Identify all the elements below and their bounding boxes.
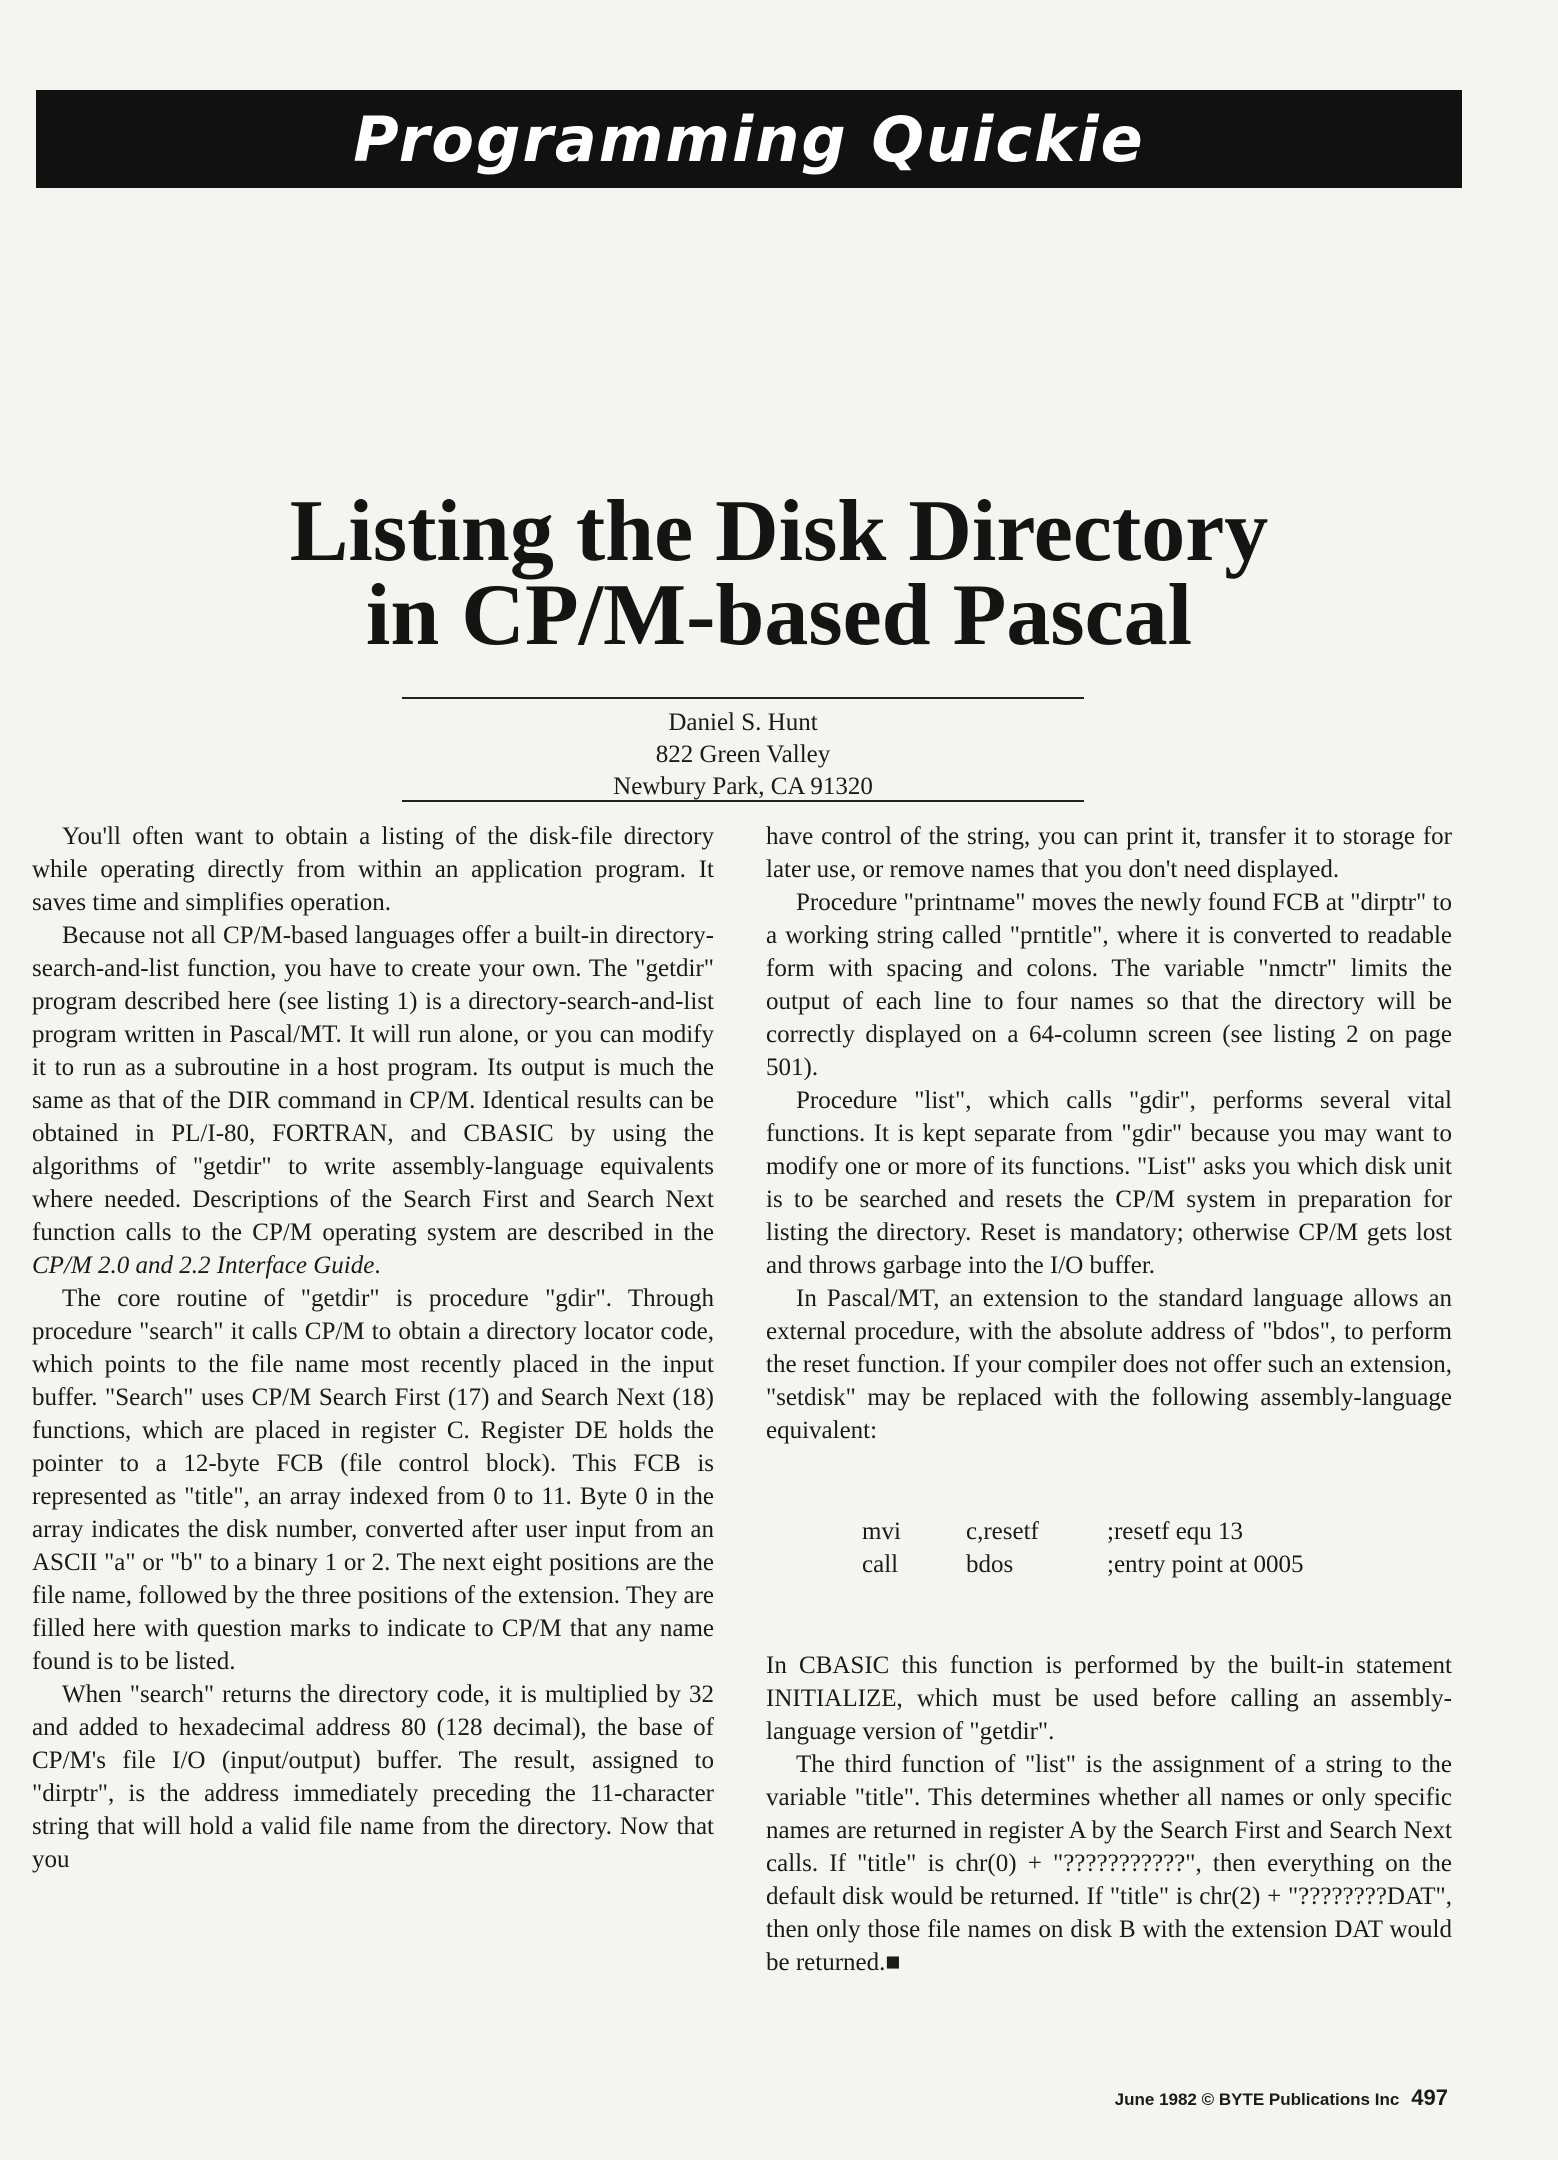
paragraph: The core routine of "getdir" is procedure "gdir". Through procedure "search" it calls CP/M to obtain a directory locator code, which points to the file name most recently placed in the input buffer. "Search" uses CP/M Search First (17) and Search Next (18) functions, which are placed in register C. Register DE holds the pointer to a 12-byte FCB (file control block). This FCB is represented as "title", an array indexed from 0 to 11. Byte 0 in the array indicates the disk number, converted after user input from an ASCII "a" or "b" to a binary 1 or 2. The next eight positions are the file name, followed by the three positions of the extension. They are filled here with question marks to indicate to CP/M that any name found is to be listed. [32, 1285, 714, 1675]
author-byline [0, 707, 1486, 803]
banner-title: Programming Quickie [353, 102, 1145, 176]
code-arg: bdos [966, 1551, 1014, 1578]
code-comment: ;resetf equ 13 [1107, 1518, 1244, 1545]
paragraph: When "search" returns the directory code, it is multiplied by 32 and added to hexadecimal address 80 (128 decimal), the base of CP/M's file I/O (input/output) buffer. The result, assigned to "dirptr", is the address immediately preceding the 11-character string that will hold a valid file name from the directory. Now that you [32, 1681, 714, 1873]
section-banner [36, 90, 1462, 188]
paragraph: have control of the string, you can print it, transfer it to storage for later use, or remove names that you don't need displayed. [766, 823, 1452, 883]
paragraph [766, 1748, 1452, 1979]
right-column [766, 820, 1452, 1979]
paragraph-end: . [374, 1252, 381, 1279]
code-comment: ;entry point at 0005 [1107, 1551, 1304, 1578]
author-name: Daniel S. Hunt [668, 709, 818, 736]
author-street: 822 Green Valley [655, 741, 831, 768]
page-number: 497 [1411, 2085, 1448, 2110]
title-line-1: Listing the Disk Directory [289, 483, 1269, 580]
paragraph: Procedure "printname" moves the newly found FCB at "dirptr" to a working string called "prntitle", where it is converted to readable form with spacing and colons. The variable "nmctr" limits the output of each line to four names so that the directory will be correctly displayed on a 64-column screen (see listing 2 on page 501). [766, 889, 1452, 1081]
paragraph [32, 919, 714, 1282]
article-title [0, 483, 1558, 664]
paragraph: In Pascal/MT, an extension to the standard language allows an external procedure, with the absolute address of "bdos", to perform the reset function. If your compiler does not offer such an extension, "setdisk" may be replaced with the following assembly-language equivalent: [766, 1285, 1452, 1444]
code-op: call [862, 1551, 899, 1578]
end-mark-icon: ■ [885, 1949, 901, 1976]
code-arg: c,resetf [966, 1518, 1039, 1545]
paragraph-text: Because not all CP/M-based languages offer a built-in directory-search-and-list function, you have to create your own. The "getdir" program described here (see listing 1) is a directory-search-and-list program written in Pascal/MT. It will run alone, or you can modify it to run as a subroutine in a host program. Its output is much the same as that of the DIR command in CP/M. Identical results can be obtained in PL/I-80, FORTRAN, and CBASIC by using the algorithms of "getdir" to write assembly-language equivalents where needed. Descriptions of the Search First and Search Next function calls to the CP/M operating system are described in the [32, 922, 714, 1246]
paragraph-text: The third function of "list" is the assignment of a string to the variable "title". This determines whether all names or only specific names are returned in register A by the Search First and Search Next calls. If "title" is chr(0) + "???????????", then everything on the default disk would be returned. If "title" is chr(2) + "????????DAT", then only those file names on disk B with the extension DAT would be returned. [766, 1751, 1452, 1976]
title-line-2: in CP/M-based Pascal [365, 567, 1193, 664]
code-listing [862, 1515, 1452, 1581]
footer-credit: June 1982 © BYTE Publications Inc [1114, 2090, 1400, 2109]
code-op: mvi [862, 1518, 901, 1545]
book-title: CP/M 2.0 and 2.2 Interface Guide [32, 1252, 375, 1279]
author-city: Newbury Park, CA 91320 [613, 773, 873, 800]
paragraph: Procedure "list", which calls "gdir", performs several vital functions. It is kept separate from "gdir" because you may want to modify one or more of its functions. "List" asks you which disk unit is to be searched and resets the CP/M system in preparation for listing the directory. Reset is mandatory; otherwise CP/M gets lost and throws garbage into the I/O buffer. [766, 1087, 1452, 1279]
paragraph: In CBASIC this function is performed by the built-in statement INITIALIZE, which must be used before calling an assembly-language version of "getdir". [766, 1652, 1452, 1745]
divider-bottom [402, 800, 1084, 802]
page-footer [1115, 2085, 1448, 2111]
divider-top [402, 697, 1084, 699]
paragraph: You'll often want to obtain a listing of the disk-file directory while operating directly from within an application program. It saves time and simplifies operation. [32, 823, 714, 916]
left-column [32, 820, 714, 1876]
